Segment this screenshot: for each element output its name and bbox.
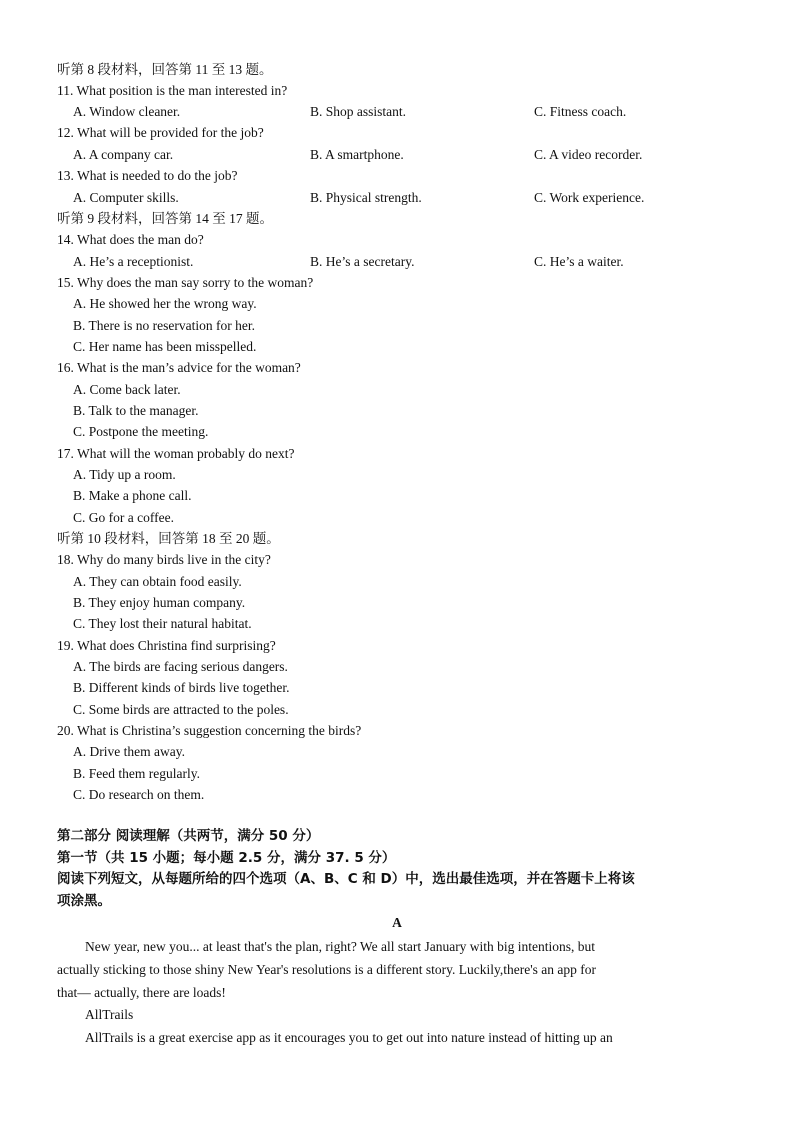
option-a: A. He showed her the wrong way. xyxy=(73,296,257,311)
app-name-heading: AllTrails xyxy=(85,1007,134,1022)
section-10-header: 听第 10 段材料，回答第 18 至 20 题。 xyxy=(57,531,280,546)
question-11: 11. What position is the man interested in? xyxy=(57,83,288,98)
instruction-line-2: 项涂黑。 xyxy=(57,893,111,909)
option-c: C. Her name has been misspelled. xyxy=(73,339,257,354)
option-a: A. Computer skills. xyxy=(73,190,179,205)
option-c: C. Fitness coach. xyxy=(534,104,627,119)
option-a: A. Window cleaner. xyxy=(73,104,181,119)
option-b: B. Feed them regularly. xyxy=(73,766,200,781)
option-b: B. Talk to the manager. xyxy=(73,403,199,418)
option-c: C. Do research on them. xyxy=(73,787,205,802)
part-two-title: 第二部分 阅读理解（共两节，满分 50 分） xyxy=(57,828,320,844)
paragraph-1-line-3: that— actually, there are loads! xyxy=(57,985,226,1000)
option-a: A. They can obtain food easily. xyxy=(73,574,242,589)
section-one-title: 第一节（共 15 小题；每小题 2.5 分，满分 37. 5 分） xyxy=(57,850,396,866)
option-c: C. Go for a coffee. xyxy=(73,510,174,525)
option-b: B. Shop assistant. xyxy=(310,104,407,119)
option-c: C. They lost their natural habitat. xyxy=(73,616,252,631)
question-14: 14. What does the man do? xyxy=(57,232,204,247)
section-9-header: 听第 9 段材料，回答第 14 至 17 题。 xyxy=(57,211,273,226)
option-b: B. A smartphone. xyxy=(310,147,404,162)
option-b: B. Different kinds of birds live together. xyxy=(73,680,290,695)
option-a: A. He’s a receptionist. xyxy=(73,254,194,269)
question-19: 19. What does Christina find surprising? xyxy=(57,638,276,653)
question-12: 12. What will be provided for the job? xyxy=(57,125,264,140)
instruction-line-1: 阅读下列短文，从每题所给的四个选项（A、B、C 和 D）中，选出最佳选项，并在答题卡上将该 xyxy=(57,871,635,887)
option-c: C. Some birds are attracted to the poles. xyxy=(73,702,289,717)
question-13-options xyxy=(73,189,773,207)
question-11-options xyxy=(73,103,773,121)
option-a: A. Come back later. xyxy=(73,382,181,397)
option-b: B. Make a phone call. xyxy=(73,488,192,503)
paragraph-2-line-1: AllTrails is a great exercise app as it encourages you to get out into nature instead of hitting up an xyxy=(85,1030,613,1045)
option-a: A. Drive them away. xyxy=(73,744,185,759)
option-b: B. He’s a secretary. xyxy=(310,254,415,269)
paragraph-1-line-1: New year, new you... at least that's the plan, right? We all start January with big intentions, but xyxy=(85,939,596,954)
question-15: 15. Why does the man say sorry to the woman? xyxy=(57,275,314,290)
option-c: C. A video recorder. xyxy=(534,147,643,162)
option-a: A. A company car. xyxy=(73,147,174,162)
question-12-options xyxy=(73,146,773,164)
question-14-options xyxy=(73,253,773,271)
option-b: B. Physical strength. xyxy=(310,190,422,205)
question-13: 13. What is needed to do the job? xyxy=(57,168,238,183)
question-20: 20. What is Christina’s suggestion concerning the birds? xyxy=(57,723,362,738)
passage-label: A xyxy=(392,915,402,930)
question-18: 18. Why do many birds live in the city? xyxy=(57,552,271,567)
option-c: C. Postpone the meeting. xyxy=(73,424,209,439)
question-16: 16. What is the man’s advice for the woman? xyxy=(57,360,301,375)
option-a: A. The birds are facing serious dangers. xyxy=(73,659,288,674)
section-8-header: 听第 8 段材料，回答第 11 至 13 题。 xyxy=(57,62,273,77)
option-c: C. Work experience. xyxy=(534,190,645,205)
paragraph-1-line-2: actually sticking to those shiny New Year's resolutions is a different story. Luckily,there's an app for xyxy=(57,962,597,977)
option-b: B. They enjoy human company. xyxy=(73,595,246,610)
option-c: C. He’s a waiter. xyxy=(534,254,624,269)
option-a: A. Tidy up a room. xyxy=(73,467,176,482)
option-b: B. There is no reservation for her. xyxy=(73,318,255,333)
question-17: 17. What will the woman probably do next? xyxy=(57,446,295,461)
